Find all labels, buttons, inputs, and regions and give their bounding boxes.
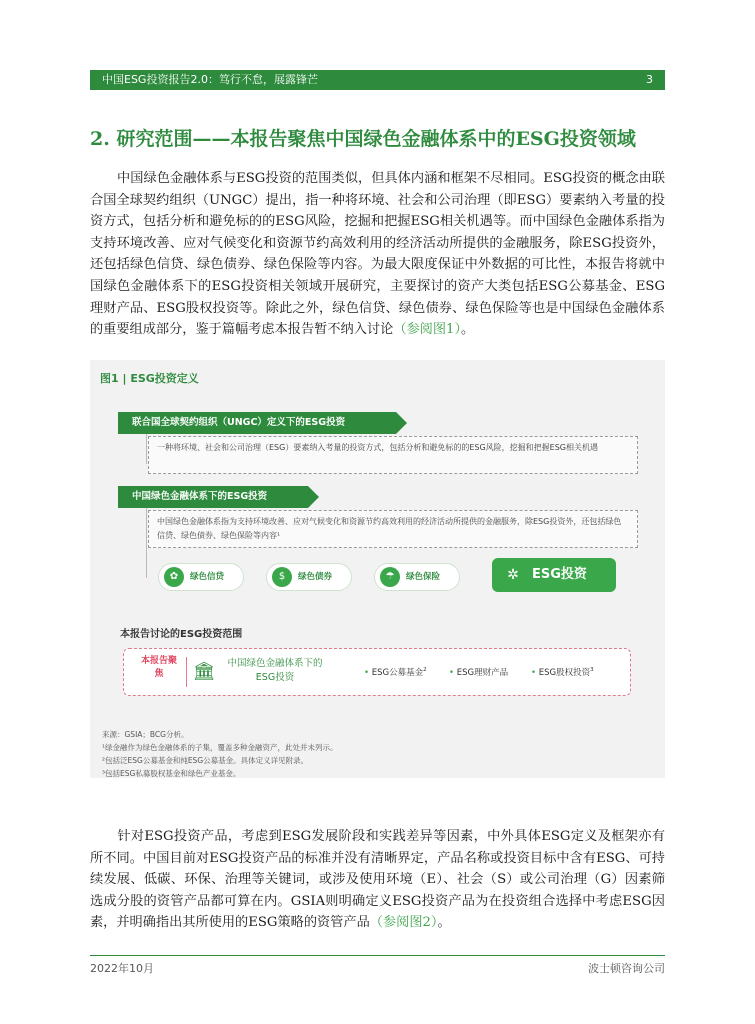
- body-paragraph-1: 中国绿色金融体系与ESG投资的范围类似，但具体内涵和框架不尽相同。ESG投资的概念由联合国全球契约组织（UNGC）提出，指一种将环境、社会和公司治理（即ESG）要素纳入考量的投资方式，包括分析和避免标的的ESG风险，挖掘和把握ESG相关机遇等。而中国绿色金融体系指为支持环境改善、应对气候变化和资源节约高效利用的经济活动所提供的金融服务，除ESG投资外，还包括绿色信贷、绿色债券、绿色保险等内容。为最大限度保证中外数据的可比性，本报告将就中国绿色金融体系下的ESG投资相关领域开展研究，主要探讨的资产大类包括ESG公募基金、ESG理财产品、ESG股权投资等。除此之外，绿色信贷、绿色债券、绿色保险等也是中国绿色金融体系的重要组成部分，鉴于篇幅考虑本报告暂不纳入讨论（参阅图1）。: [90, 171, 665, 338]
- figure-notes: [102, 728, 338, 780]
- scope-title: 本报告讨论的ESG投资范围: [120, 629, 243, 640]
- section-heading: 2. 研究范围——本报告聚焦中国绿色金融体系中的ESG投资领域: [90, 128, 636, 150]
- figure-esg-definition: [90, 360, 665, 778]
- footer-date: 2022年10月: [90, 962, 154, 975]
- divider: [186, 657, 187, 687]
- leaf-hand-icon: ✿: [164, 567, 184, 587]
- footer-company: 波士顿咨询公司: [588, 962, 665, 975]
- cn-definition: 中国绿色金融体系指为支持环境改善、应对气候变化和资源节约高效利用的经济活动所提供的金融服务，除ESG投资外，还包括绿色信贷、绿色债券、绿色保险等内容¹: [148, 510, 638, 548]
- esg-investment-item: ✲ ESG投资: [492, 558, 616, 592]
- note-2: ²包括泛ESG公募基金和纯ESG公募基金。具体定义详见附录。: [102, 756, 309, 765]
- ungc-banner: 联合国全球契约组织（UNGC）定义下的ESG投资: [118, 412, 396, 434]
- green-bond-item: $ 绿色债券: [266, 563, 352, 591]
- page-number: 3: [646, 73, 653, 86]
- product-item: • ESG理财产品: [449, 668, 509, 678]
- tree-icon: ✲: [507, 567, 519, 583]
- money-bag-icon: $: [272, 567, 292, 587]
- product-item: • ESG公募基金$^2$: [364, 667, 427, 678]
- product-item: • ESG股权投资$^3$: [531, 667, 594, 678]
- scope-box: [123, 648, 631, 696]
- connector-line: [146, 508, 147, 578]
- figure-reference[interactable]: （参阅图2）: [369, 915, 438, 931]
- note-source: 来源：GSIA；BCG分析。: [102, 730, 189, 739]
- green-insurance-item: ☂ 绿色保险: [374, 563, 460, 591]
- ungc-definition: 一种将环境、社会和公司治理（ESG）要素纳入考量的投资方式，包括分析和避免标的的ESG风险，挖掘和把握ESG相关机遇: [148, 436, 638, 474]
- bank-icon: 🏛: [192, 661, 216, 682]
- note-3: ³包括ESG私募股权基金和绿色产业基金。: [102, 769, 241, 778]
- running-header: [90, 70, 665, 90]
- connector-line: [146, 434, 147, 464]
- cn-banner: 中国绿色金融体系下的ESG投资: [118, 486, 308, 508]
- report-title: 中国ESG投资报告2.0：笃行不怠，展露锋芒: [102, 73, 318, 86]
- figure-title: 图1 | ESG投资定义: [100, 372, 199, 385]
- figure-reference[interactable]: （参阅图1）: [393, 322, 462, 338]
- green-credit-item: ✿ 绿色信贷: [158, 563, 244, 591]
- body-paragraph-2: 针对ESG投资产品，考虑到ESG发展阶段和实践差异等因素，中外具体ESG定义及框架亦有所不同。中国目前对ESG投资产品的标准并没有清晰界定，产品名称或投资目标中含有ESG、可持续发展、低碳、环保、治理等关键词，或涉及使用环境（E）、社会（S）或公司治理（G）因素筛选成分股的资管产品都可算在内。GSIA则明确定义ESG投资产品为在投资组合选择中考虑ESG因素，并明确指出其所使用的ESG策略的资管产品（参阅图2）。: [90, 829, 665, 931]
- note-1: ¹绿金融作为绿色金融体系的子集，覆盖多种金融资产，此处并未列示。: [102, 743, 338, 752]
- footer-divider: [90, 955, 665, 956]
- gfs-label: 中国绿色金融体系下的ESG投资: [227, 658, 323, 683]
- umbrella-icon: ☂: [380, 567, 400, 587]
- focus-label: 本报告聚焦: [140, 656, 177, 679]
